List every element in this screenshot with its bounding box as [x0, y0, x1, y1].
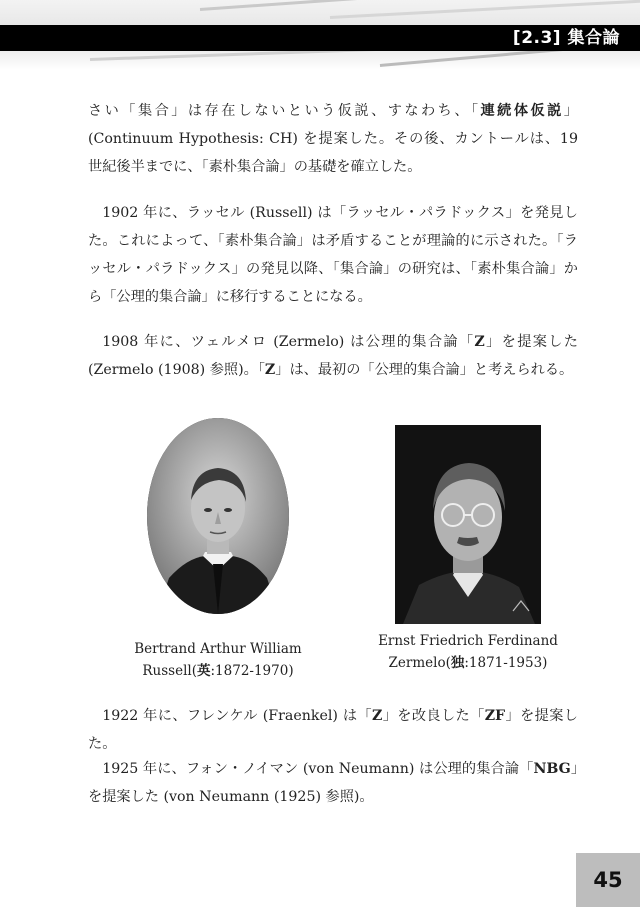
text-run: :1872-1970) — [210, 663, 294, 679]
caption-line: Ernst Friedrich Ferdinand — [378, 633, 558, 649]
text-run: 」を提案した (Zermelo (1908) 参照)。「 — [88, 334, 578, 378]
bold-term: Z — [264, 362, 276, 378]
bold-term: Z — [474, 334, 485, 350]
section-title: [2.3] 集合論 — [512, 28, 620, 48]
text-run: 」を提案した (von Neumann (1925) 参照)。 — [88, 761, 578, 805]
bold-term: 連続体仮説 — [480, 103, 564, 119]
text-run: 」は、最初の「公理的集合論」と考えられる。 — [275, 362, 574, 378]
bold-term: Z — [371, 708, 383, 724]
paragraph-fraenkel — [88, 702, 578, 758]
paragraph-zermelo — [88, 328, 578, 384]
bold-term: NBG — [533, 761, 571, 777]
paragraph-russell-paradox: 1902 年に、ラッセル (Russell) は「ラッセル・パラドックス」を発見した。これによって、「素朴集合論」は矛盾することが理論的に示された。「ラッセル・パラドックス」の発見以降、「集合論」の研究は、「素朴集合論」から「公理的集合論」に移行することになる。 — [88, 205, 578, 305]
text-run: Zermelo( — [388, 655, 451, 671]
paragraph-von-neumann — [88, 755, 578, 811]
caption-line — [118, 660, 318, 682]
text-run: 」を改良した「 — [382, 708, 485, 724]
text-run: 1922 年に、フレンケル (Fraenkel) は「 — [102, 708, 372, 724]
country-label: 独 — [450, 655, 465, 671]
text-run: さい「集合」は存在しないという仮説、すなわち、「 — [88, 103, 481, 119]
text-run: 1908 年に、ツェルメロ (Zermelo) は公理的集合論「 — [102, 334, 475, 350]
text-run: 」(Continuum Hypothesis: CH) を提案した。その後、カントールは、19 世紀後半までに、「素朴集合論」の基礎を確立した。 — [88, 103, 578, 175]
page-number: 45 — [576, 853, 640, 907]
text-run: Russell( — [142, 663, 197, 679]
section-header-bar — [0, 25, 640, 51]
text-run: :1871-1953) — [464, 655, 548, 671]
paragraph-continuum-hypothesis — [88, 97, 578, 181]
bold-term: ZF — [484, 708, 506, 724]
russell-caption — [118, 638, 318, 682]
text-run: 1925 年に、フォン・ノイマン (von Neumann) は公理的集合論「 — [102, 761, 534, 777]
russell-portrait — [147, 418, 289, 614]
zermelo-portrait — [395, 425, 541, 624]
text-run: 」を提案した。 — [88, 708, 578, 752]
caption-line — [368, 652, 568, 674]
caption-line: Bertrand Arthur William — [134, 641, 302, 657]
country-label: 英 — [197, 663, 211, 679]
zermelo-caption — [368, 630, 568, 674]
